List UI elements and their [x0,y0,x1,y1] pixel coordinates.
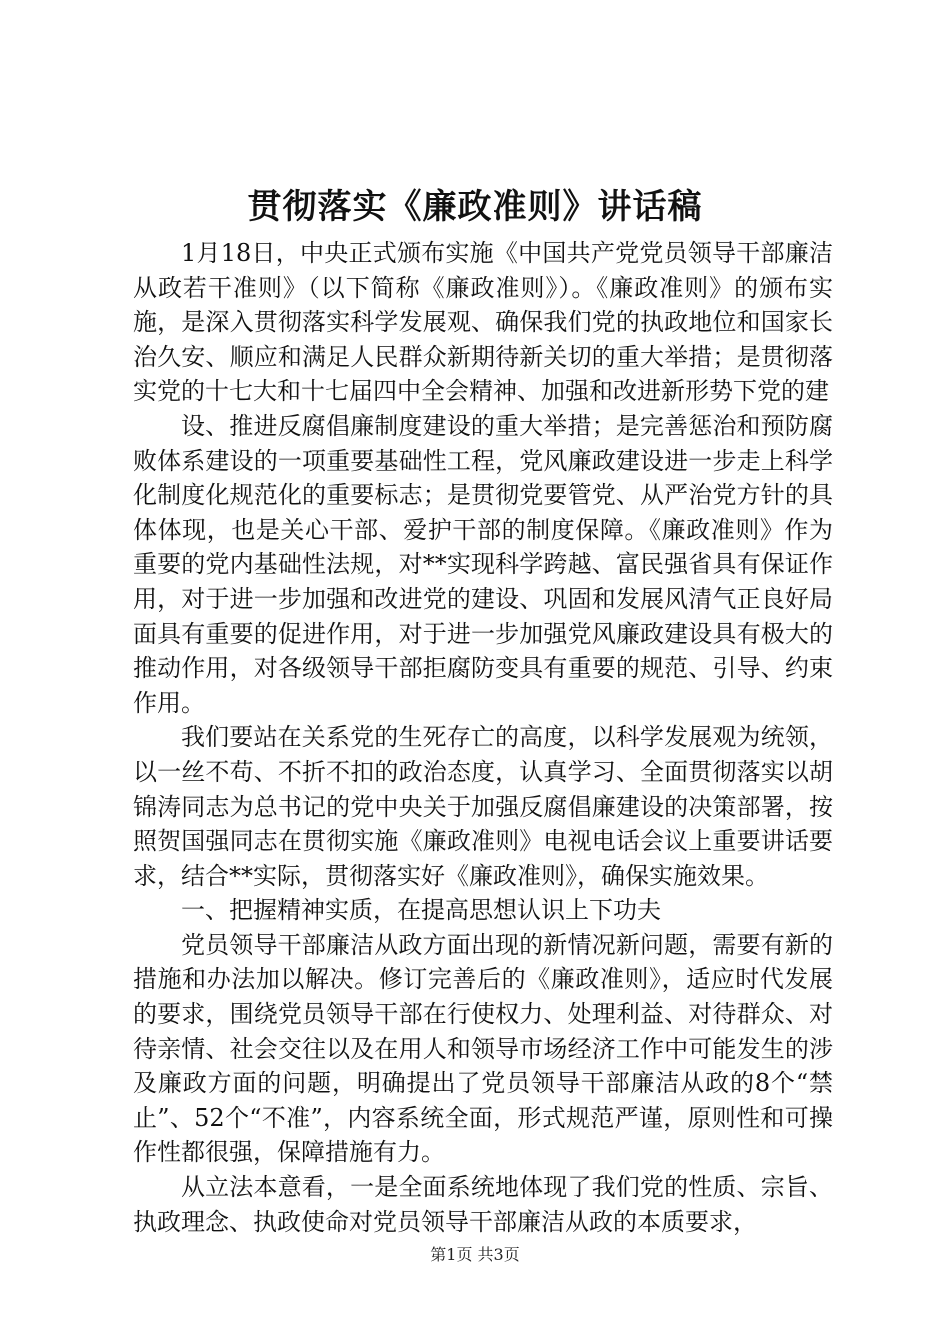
paragraph: 党员领导干部廉洁从政方面出现的新情况新问题，需要有新的措施和办法加以解决。修订完善后的《廉政准则》，适应时代发展的要求，围绕党员领导干部在行使权力、处理利益、对待群众、对待亲情、社会交往以及在用人和领导市场经济工作中可能发生的涉及廉政方面的问题，明确提出了党员领导干部廉洁从政的8个“禁止”、52个“不准”，内容系统全面，形式规范严谨，原则性和可操作性都很强，保障措施有力。 [133,930,833,1167]
section-heading: 一、把握精神实质，在提高思想认识上下功夫 [181,896,661,925]
document-body [133,236,833,1239]
page-number-footer: 第1页 共3页 [430,1245,520,1264]
paragraph: 设、推进反腐倡廉制度建设的重大举措；是完善惩治和预防腐败体系建设的一项重要基础性工程，党风廉政建设进一步走上科学化制度化规范化的重要标志；是贯彻党要管党、从严治党方针的具体体现，也是关心干部、爱护干部的制度保障。《廉政准则》作为重要的党内基础性法规，对**实现科学跨越、富民强省具有保证作用，对于进一步加强和改进党的建设、巩固和发展风清气正良好局面具有重要的促进作用，对于进一步加强党风廉政建设具有极大的推动作用，对各级领导干部拒腐防变具有重要的规范、引导、约束作用。 [133,411,833,717]
paragraph: 1月18日，中央正式颁布实施《中国共产党党员领导干部廉洁从政若干准则》（以下简称《廉政准则》）。《廉政准则》的颁布实施，是深入贯彻落实科学发展观、确保我们党的执政地位和国家长治久安、顺应和满足人民群众新期待新关切的重大举措；是贯彻落实党的十七大和十七届四中全会精神、加强和改进新形势下党的建 [133,239,833,406]
paragraph: 从立法本意看，一是全面系统地体现了我们党的性质、宗旨、执政理念、执政使命对党员领导干部廉洁从政的本质要求， [133,1173,833,1236]
paragraph: 我们要站在关系党的生死存亡的高度，以科学发展观为统领，以一丝不苟、不折不扣的政治态度，认真学习、全面贯彻落实以胡锦涛同志为总书记的党中央关于加强反腐倡廉建设的决策部署，按照贺国强同志在贯彻实施《廉政准则》电视电话会议上重要讲话要求，结合**实际，贯彻落实好《廉政准则》，确保实施效果。 [133,723,833,890]
document-title: 贯彻落实《廉政准则》讲话稿 [247,187,703,227]
